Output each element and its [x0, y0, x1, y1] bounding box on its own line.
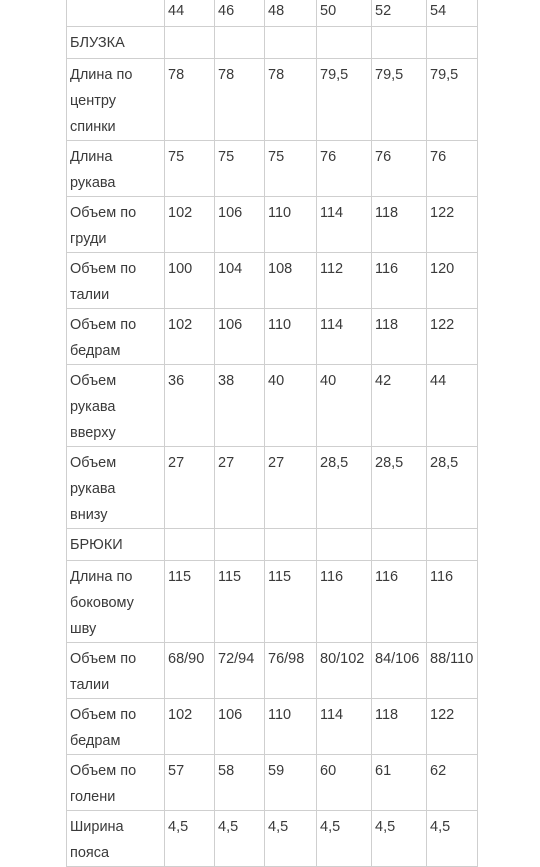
measurement-value: 104	[215, 253, 265, 309]
measurement-value: 4,5	[165, 811, 215, 867]
measurement-value: 120	[427, 253, 478, 309]
measurement-value: 79,5	[372, 59, 427, 141]
empty-cell	[265, 27, 317, 59]
measurement-value: 84/106	[372, 643, 427, 699]
empty-cell	[265, 529, 317, 561]
measurement-value: 76	[427, 141, 478, 197]
measurement-value: 75	[165, 141, 215, 197]
size-cell: 50	[317, 0, 372, 27]
measurement-value: 106	[215, 197, 265, 253]
empty-cell	[372, 27, 427, 59]
measurement-value: 40	[265, 365, 317, 447]
measurement-value: 57	[165, 755, 215, 811]
measurement-value: 78	[215, 59, 265, 141]
measurement-value: 110	[265, 699, 317, 755]
empty-cell	[165, 27, 215, 59]
table-row	[67, 561, 478, 643]
section-title: БЛУЗКА	[67, 27, 165, 59]
table-row	[67, 447, 478, 529]
table-row	[67, 309, 478, 365]
measurement-value: 76	[317, 141, 372, 197]
measurement-value: 112	[317, 253, 372, 309]
measurement-value: 72/94	[215, 643, 265, 699]
measurement-value: 122	[427, 197, 478, 253]
measurement-value: 115	[265, 561, 317, 643]
measurement-value: 4,5	[265, 811, 317, 867]
measurement-value: 4,5	[317, 811, 372, 867]
size-cell: 48	[265, 0, 317, 27]
measurement-value: 59	[265, 755, 317, 811]
measurement-label: Объем по талии	[67, 253, 165, 309]
table-row	[67, 811, 478, 867]
section-title: БРЮКИ	[67, 529, 165, 561]
measurement-value: 38	[215, 365, 265, 447]
empty-cell	[427, 529, 478, 561]
measurement-value: 76	[372, 141, 427, 197]
measurement-value: 75	[265, 141, 317, 197]
measurement-value: 118	[372, 197, 427, 253]
measurement-label: Длина по боковому шву	[67, 561, 165, 643]
measurement-value: 79,5	[427, 59, 478, 141]
measurement-label: Объем рукава вверху	[67, 365, 165, 447]
table-row	[67, 699, 478, 755]
empty-cell	[317, 27, 372, 59]
measurement-value: 108	[265, 253, 317, 309]
size-cell: 52	[372, 0, 427, 27]
measurement-value: 4,5	[372, 811, 427, 867]
measurement-value: 28,5	[372, 447, 427, 529]
empty-cell	[427, 27, 478, 59]
measurement-value: 116	[372, 561, 427, 643]
measurement-value: 27	[215, 447, 265, 529]
measurement-value: 110	[265, 197, 317, 253]
empty-cell	[165, 529, 215, 561]
measurement-value: 27	[165, 447, 215, 529]
measurement-value: 88/110	[427, 643, 478, 699]
empty-cell	[317, 529, 372, 561]
measurement-label: Объем рукава внизу	[67, 447, 165, 529]
measurement-value: 102	[165, 309, 215, 365]
measurement-value: 102	[165, 699, 215, 755]
measurement-value: 118	[372, 309, 427, 365]
table-row	[67, 59, 478, 141]
table-row	[67, 365, 478, 447]
measurement-value: 4,5	[427, 811, 478, 867]
size-chart-table	[66, 0, 478, 867]
size-cell: 44	[165, 0, 215, 27]
measurement-value: 114	[317, 309, 372, 365]
measurement-label: Длина рукава	[67, 141, 165, 197]
measurement-value: 76/98	[265, 643, 317, 699]
empty-cell	[215, 529, 265, 561]
table-row	[67, 253, 478, 309]
table-row	[67, 141, 478, 197]
measurement-value: 36	[165, 365, 215, 447]
measurement-value: 80/102	[317, 643, 372, 699]
measurement-value: 122	[427, 699, 478, 755]
measurement-value: 40	[317, 365, 372, 447]
size-cell: 54	[427, 0, 478, 27]
measurement-value: 27	[265, 447, 317, 529]
measurement-value: 78	[265, 59, 317, 141]
measurement-label: Объем по бедрам	[67, 699, 165, 755]
measurement-value: 110	[265, 309, 317, 365]
table-row	[67, 755, 478, 811]
measurement-value: 78	[165, 59, 215, 141]
measurement-label: Объем по бедрам	[67, 309, 165, 365]
empty-cell	[372, 529, 427, 561]
measurement-value: 100	[165, 253, 215, 309]
measurement-label: Объем по талии	[67, 643, 165, 699]
empty-cell	[215, 27, 265, 59]
measurement-value: 75	[215, 141, 265, 197]
measurement-value: 68/90	[165, 643, 215, 699]
measurement-value: 60	[317, 755, 372, 811]
measurement-label: Ширина пояса	[67, 811, 165, 867]
table-corner-cell	[67, 0, 165, 27]
measurement-value: 58	[215, 755, 265, 811]
table-row	[67, 197, 478, 253]
measurement-label: Объем по голени	[67, 755, 165, 811]
measurement-value: 62	[427, 755, 478, 811]
measurement-value: 118	[372, 699, 427, 755]
table-row	[67, 643, 478, 699]
measurement-value: 106	[215, 699, 265, 755]
measurement-label: Объем по груди	[67, 197, 165, 253]
section-header-row	[67, 27, 478, 59]
measurement-value: 42	[372, 365, 427, 447]
measurement-value: 116	[317, 561, 372, 643]
measurement-value: 79,5	[317, 59, 372, 141]
measurement-label: Длина по центру спинки	[67, 59, 165, 141]
measurement-value: 44	[427, 365, 478, 447]
measurement-value: 28,5	[427, 447, 478, 529]
section-header-row	[67, 529, 478, 561]
measurement-value: 116	[427, 561, 478, 643]
measurement-value: 106	[215, 309, 265, 365]
measurement-value: 114	[317, 699, 372, 755]
size-cell: 46	[215, 0, 265, 27]
sizes-header-row	[67, 0, 478, 27]
measurement-value: 114	[317, 197, 372, 253]
measurement-value: 102	[165, 197, 215, 253]
measurement-value: 116	[372, 253, 427, 309]
measurement-value: 122	[427, 309, 478, 365]
measurement-value: 61	[372, 755, 427, 811]
measurement-value: 4,5	[215, 811, 265, 867]
measurement-value: 115	[165, 561, 215, 643]
measurement-value: 115	[215, 561, 265, 643]
measurement-value: 28,5	[317, 447, 372, 529]
